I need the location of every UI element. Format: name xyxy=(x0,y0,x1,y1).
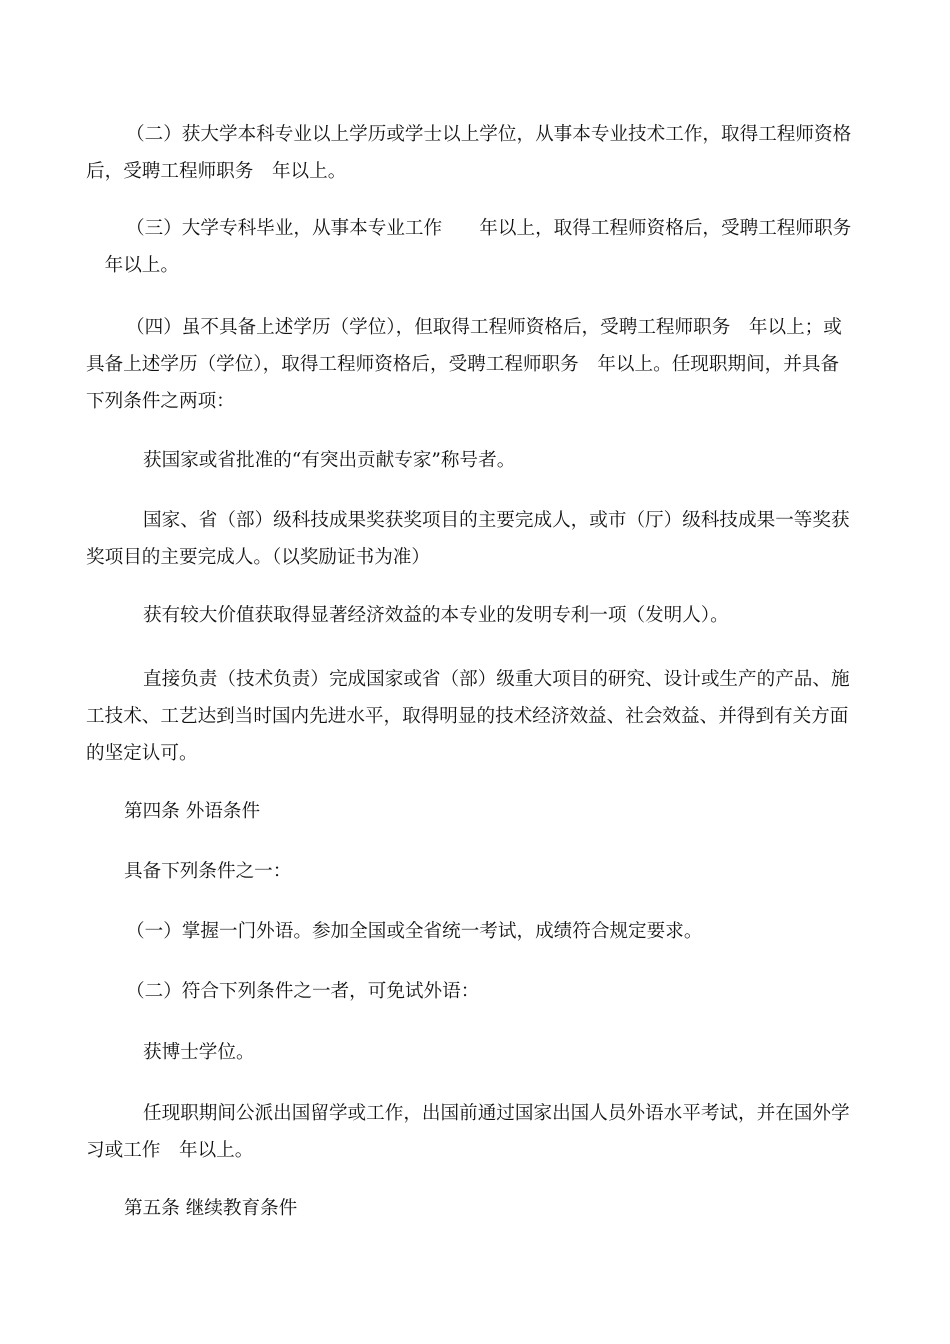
text-line: （三）大学专科毕业，从事本专业工作 年以上，取得工程师资格后，受聘工程师职务 xyxy=(126,218,852,239)
text-line: （一）掌握一门外语。参加全国或全省统一考试，成绩符合规定要求。 xyxy=(126,921,703,942)
text-line: 获国家或省批准的“有突出贡献专家”称号者。 xyxy=(143,450,516,471)
condition-award xyxy=(86,502,866,576)
paragraph-3-college xyxy=(86,210,866,284)
text-line: 下列条件之两项： xyxy=(86,391,235,412)
text-line: 的坚定认可。 xyxy=(86,743,198,764)
text-line: 获博士学位。 xyxy=(143,1042,255,1063)
article-4-heading xyxy=(86,793,866,830)
condition-intro xyxy=(86,853,866,890)
exemption-doctorate xyxy=(86,1034,866,1071)
text-line: 具备下列条件之一： xyxy=(124,861,292,882)
section-heading: 第五条 继续教育条件 xyxy=(124,1198,298,1219)
text-line: 具备上述学历（学位），取得工程师资格后，受聘工程师职务 年以上。任现职期间，并具备 xyxy=(86,354,840,375)
text-line: 年以上。 xyxy=(86,255,179,276)
text-line: 国家、省（部）级科技成果奖获奖项目的主要完成人，或市（厅）级科技成果一等奖获 xyxy=(143,510,850,531)
condition-major-project xyxy=(86,661,866,772)
text-line: 获有较大价值获取得显著经济效益的本专业的发明专利一项（发明人）。 xyxy=(143,605,729,626)
text-line: （二）符合下列条件之一者，可免试外语： xyxy=(126,981,480,1002)
paragraph-4-no-degree xyxy=(86,309,866,420)
text-line: （四）虽不具备上述学历（学位），但取得工程师资格后，受聘工程师职务 年以上；或 xyxy=(126,317,842,338)
text-line: 任现职期间公派出国留学或工作，出国前通过国家出国人员外语水平考试，并在国外学 xyxy=(143,1103,850,1124)
condition-patent xyxy=(86,597,866,634)
text-line: 直接负责（技术负责）完成国家或省（部）级重大项目的研究、设计或生产的产品、施 xyxy=(143,669,850,690)
article-5-heading xyxy=(86,1190,866,1227)
text-line: （二）获大学本科专业以上学历或学士以上学位，从事本专业技术工作，取得工程师资格 xyxy=(126,124,852,145)
text-line: 后，受聘工程师职务 年以上。 xyxy=(86,161,347,182)
paragraph-2-bachelor xyxy=(86,116,866,190)
language-option-1 xyxy=(86,913,866,950)
section-heading: 第四条 外语条件 xyxy=(124,801,261,822)
condition-expert-title xyxy=(86,442,866,479)
text-line: 习或工作 年以上。 xyxy=(86,1140,254,1161)
text-line: 工技术、工艺达到当时国内先进水平，取得明显的技术经济效益、社会效益、并得到有关方面 xyxy=(86,706,849,727)
text-line: 奖项目的主要完成人。（以奖励证书为准） xyxy=(86,547,430,568)
exemption-abroad xyxy=(86,1095,866,1169)
language-option-2 xyxy=(86,973,866,1010)
